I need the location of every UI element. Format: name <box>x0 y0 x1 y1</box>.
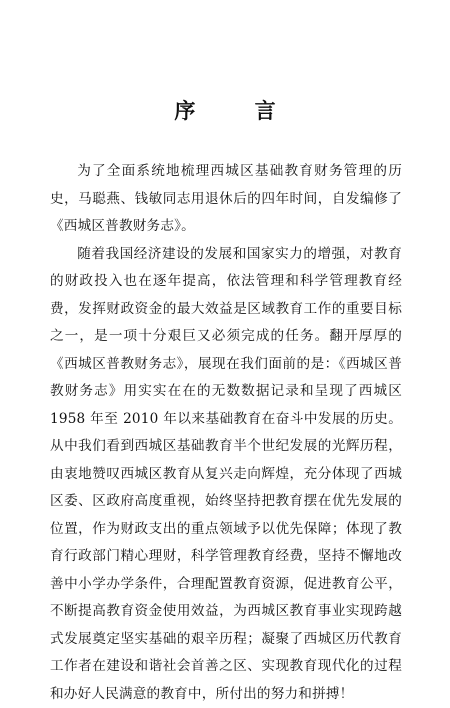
document-body <box>50 158 402 708</box>
page-title: 序 言 <box>0 98 450 124</box>
paragraph-1: 为了全面系统地梳理西城区基础教育财务管理的历史，马聪燕、钱敏同志用退休后的四年时间，自发编修了《西城区普教财务志》。 <box>50 158 402 241</box>
paragraph-2: 随着我国经济建设的发展和国家实力的增强，对教育的财政投入也在逐年提高，依法管理和科学管理教育经费，发挥财政资金的最大效益是区域教育工作的重要目标之一，是一项十分艰巨又必须完成的任务。翻开厚厚的《西城区普教财务志》，展现在我们面前的是：《西城区普教财务志》用实实在在的无数数据记录和呈现了西城区 1958 年至 2010 年以来基础教育在奋斗中发展的历史。从中我们看到西城区基础教育半个世纪发展的光辉历程，由衷地赞叹西城区教育从复兴走向辉煌，充分体现了西城区委、区政府高度重视，始终坚持把教育摆在优先发展的位置，作为财政支出的重点领域予以优先保障；体现了教育行政部门精心理财，科学管理教育经费，坚持不懈地改善中小学办学条件，合理配置教育资源，促进教育公平，不断提高教育资金使用效益，为西城区教育事业实现跨越式发展奠定坚实基础的艰辛历程；凝聚了西城区历代教育工作者在建设和谐社会首善之区、实现教育现代化的过程和办好人民满意的教育中，所付出的努力和拼搏！ <box>50 241 402 708</box>
